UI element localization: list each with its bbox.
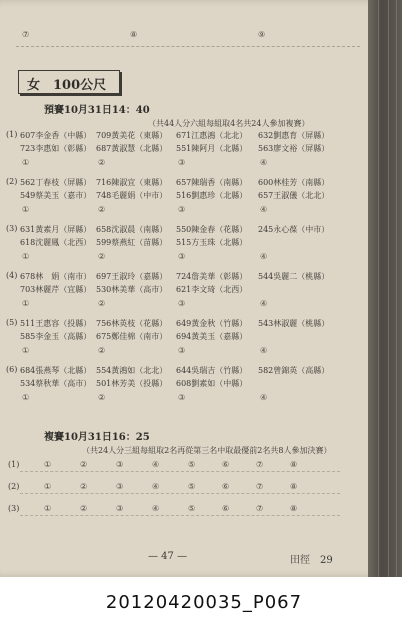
semi-lane-marker: ② xyxy=(80,482,88,491)
page-number: — 47 — xyxy=(148,551,188,562)
heat-lane: (4) xyxy=(6,271,18,280)
semi-lane-marker: ⑦ xyxy=(256,460,264,469)
athlete-entry: 694黃美玉（嘉縣） xyxy=(176,332,248,341)
result-marker: ③ xyxy=(178,252,186,261)
athlete-entry: 549蔡美玉（嘉市） xyxy=(20,191,92,200)
result-marker: ③ xyxy=(178,299,186,308)
athlete-entry: 543林淑麗（桃縣） xyxy=(258,319,330,328)
semi-row-label: (3) xyxy=(8,504,20,513)
athlete-entry: 657王淑儀（北北） xyxy=(258,191,330,200)
result-marker: ① xyxy=(22,158,30,167)
athlete-entry: 562丁春枝（屏縣） xyxy=(20,178,92,187)
result-marker: ③ xyxy=(178,346,186,355)
athlete-entry: 550陳金春（花縣） xyxy=(176,225,248,234)
result-marker: ① xyxy=(22,205,30,214)
heat-lane: (3) xyxy=(6,224,18,233)
athlete-entry: 599蔡燕紅（苗縣） xyxy=(96,238,168,247)
heat-lane: (2) xyxy=(6,177,18,186)
image-caption: 20120420035_P067 xyxy=(105,592,303,613)
athlete-entry: 563廖文裕（屏縣） xyxy=(258,144,330,153)
semis-heading: 複賽10月31日16：25 xyxy=(44,432,150,443)
semi-lane-marker: ④ xyxy=(152,504,160,513)
result-marker: ③ xyxy=(178,205,186,214)
athlete-entry: 621李文琦（北西） xyxy=(176,285,248,294)
semi-row-line xyxy=(20,515,340,516)
result-marker: ④ xyxy=(260,393,268,402)
semi-row-label: (2) xyxy=(8,482,20,491)
athlete-entry: 709黃美花（東縣） xyxy=(96,131,168,140)
semi-lane-marker: ④ xyxy=(152,460,160,469)
semi-lane-marker: ① xyxy=(44,482,52,491)
athlete-entry: 511王惠容（投縣） xyxy=(20,319,92,328)
result-marker: ① xyxy=(22,393,30,402)
athlete-entry: 724詹美華（彰縣） xyxy=(176,272,248,281)
semi-lane-marker: ⑧ xyxy=(290,482,298,491)
athlete-entry: 554黃鴻如（北北） xyxy=(96,366,168,375)
athlete-entry: 723李惠如（彰縣） xyxy=(20,144,92,153)
result-marker: ④ xyxy=(260,299,268,308)
result-marker: ③ xyxy=(178,158,186,167)
athlete-entry: 534蔡秋華（高市） xyxy=(20,379,92,388)
athlete-entry: 585李金玉（高縣） xyxy=(20,332,92,341)
semi-lane-marker: ⑦ xyxy=(256,482,264,491)
result-marker: ② xyxy=(98,393,106,402)
athlete-entry: 516劉惠珍（北縣） xyxy=(176,191,248,200)
result-marker: ④ xyxy=(260,158,268,167)
athlete-entry: 608劉素如（中縣） xyxy=(176,379,248,388)
top-marker-8: ⑧ xyxy=(130,30,138,39)
result-marker: ② xyxy=(98,205,106,214)
result-marker: ④ xyxy=(260,205,268,214)
athlete-entry: 632劉惠育（屏縣） xyxy=(258,131,330,140)
divider xyxy=(16,46,360,47)
athlete-entry: 657陳瑞香（南縣） xyxy=(176,178,248,187)
semi-lane-marker: ⑦ xyxy=(256,504,264,513)
athlete-entry: 684張燕琴（北縣） xyxy=(20,366,92,375)
heat-lane: (5) xyxy=(6,318,18,327)
section-footer: 田徑 29 xyxy=(290,555,333,566)
semi-row-label: (1) xyxy=(8,460,20,469)
semi-lane-marker: ⑤ xyxy=(188,504,196,513)
semi-row-line xyxy=(20,493,340,494)
semi-lane-marker: ② xyxy=(80,460,88,469)
semi-lane-marker: ③ xyxy=(116,460,124,469)
semis-note: （共24人分三組每組取2名再從第三名中取最優前2名共8人參加決賽） xyxy=(82,446,332,455)
semi-row-line xyxy=(20,471,340,472)
athlete-entry: 703林麗芹（宜縣） xyxy=(20,285,92,294)
semi-lane-marker: ⑤ xyxy=(188,460,196,469)
semi-lane-marker: ③ xyxy=(116,504,124,513)
result-marker: ② xyxy=(98,299,106,308)
top-marker-9: ⑨ xyxy=(258,30,266,39)
result-marker: ① xyxy=(22,346,30,355)
semi-lane-marker: ② xyxy=(80,504,88,513)
semi-lane-marker: ⑥ xyxy=(222,460,230,469)
athlete-entry: 658沈淑晨（南縣） xyxy=(96,225,168,234)
heat-lane: (1) xyxy=(6,130,18,139)
athlete-entry: 530林美華（高市） xyxy=(96,285,168,294)
athlete-entry: 515方玉珠（北縣） xyxy=(176,238,248,247)
athlete-entry: 631黃素月（屏縣） xyxy=(20,225,92,234)
result-marker: ④ xyxy=(260,252,268,261)
athlete-entry: 697王淑玲（嘉縣） xyxy=(96,272,168,281)
semi-lane-marker: ① xyxy=(44,460,52,469)
athlete-entry: 607李金香（中縣） xyxy=(20,131,92,140)
result-marker: ② xyxy=(98,158,106,167)
semi-lane-marker: ⑤ xyxy=(188,482,196,491)
athlete-entry: 716陳淑宜（東縣） xyxy=(96,178,168,187)
result-marker: ④ xyxy=(260,346,268,355)
athlete-entry: 687黃淑慧（北縣） xyxy=(96,144,168,153)
semi-lane-marker: ⑥ xyxy=(222,504,230,513)
athlete-entry: 748毛麗娟（中市） xyxy=(96,191,168,200)
top-marker-7: ⑦ xyxy=(22,30,30,39)
result-marker: ① xyxy=(22,252,30,261)
heat-lane: (6) xyxy=(6,365,18,374)
semi-lane-marker: ① xyxy=(44,504,52,513)
prelim-heading: 預賽10月31日14：40 xyxy=(44,105,150,116)
prelim-note: （共44人分六組每組取4名共24人參加複賽） xyxy=(148,119,310,128)
athlete-entry: 618沈麗鳳（北西） xyxy=(20,238,92,247)
semi-lane-marker: ④ xyxy=(152,482,160,491)
semi-lane-marker: ⑧ xyxy=(290,504,298,513)
result-marker: ① xyxy=(22,299,30,308)
athlete-entry: 501林芳美（投縣） xyxy=(96,379,168,388)
athlete-entry: 675鄭佳棉（南市） xyxy=(96,332,168,341)
result-marker: ③ xyxy=(178,393,186,402)
athlete-entry: 678林 娟（南市） xyxy=(20,272,92,281)
result-marker: ② xyxy=(98,252,106,261)
semi-lane-marker: ⑧ xyxy=(290,460,298,469)
athlete-entry: 671江惠鴻（北北） xyxy=(176,131,248,140)
semi-lane-marker: ⑥ xyxy=(222,482,230,491)
athlete-entry: 600林桂芳（南縣） xyxy=(258,178,330,187)
athlete-entry: 644吳瑞吉（竹縣） xyxy=(176,366,248,375)
athlete-entry: 551陳阿月（北縣） xyxy=(176,144,248,153)
athlete-entry: 649黃金秋（竹縣） xyxy=(176,319,248,328)
semi-lane-marker: ③ xyxy=(116,482,124,491)
athlete-entry: 756林英枝（花縣） xyxy=(96,319,168,328)
athlete-entry: 582曾錦英（高縣） xyxy=(258,366,330,375)
section-title: 女 100公尺 xyxy=(27,78,107,93)
athlete-entry: 544吳麗二（桃縣） xyxy=(258,272,330,281)
athlete-entry: 245永心葆（中市） xyxy=(258,225,330,234)
result-marker: ② xyxy=(98,346,106,355)
